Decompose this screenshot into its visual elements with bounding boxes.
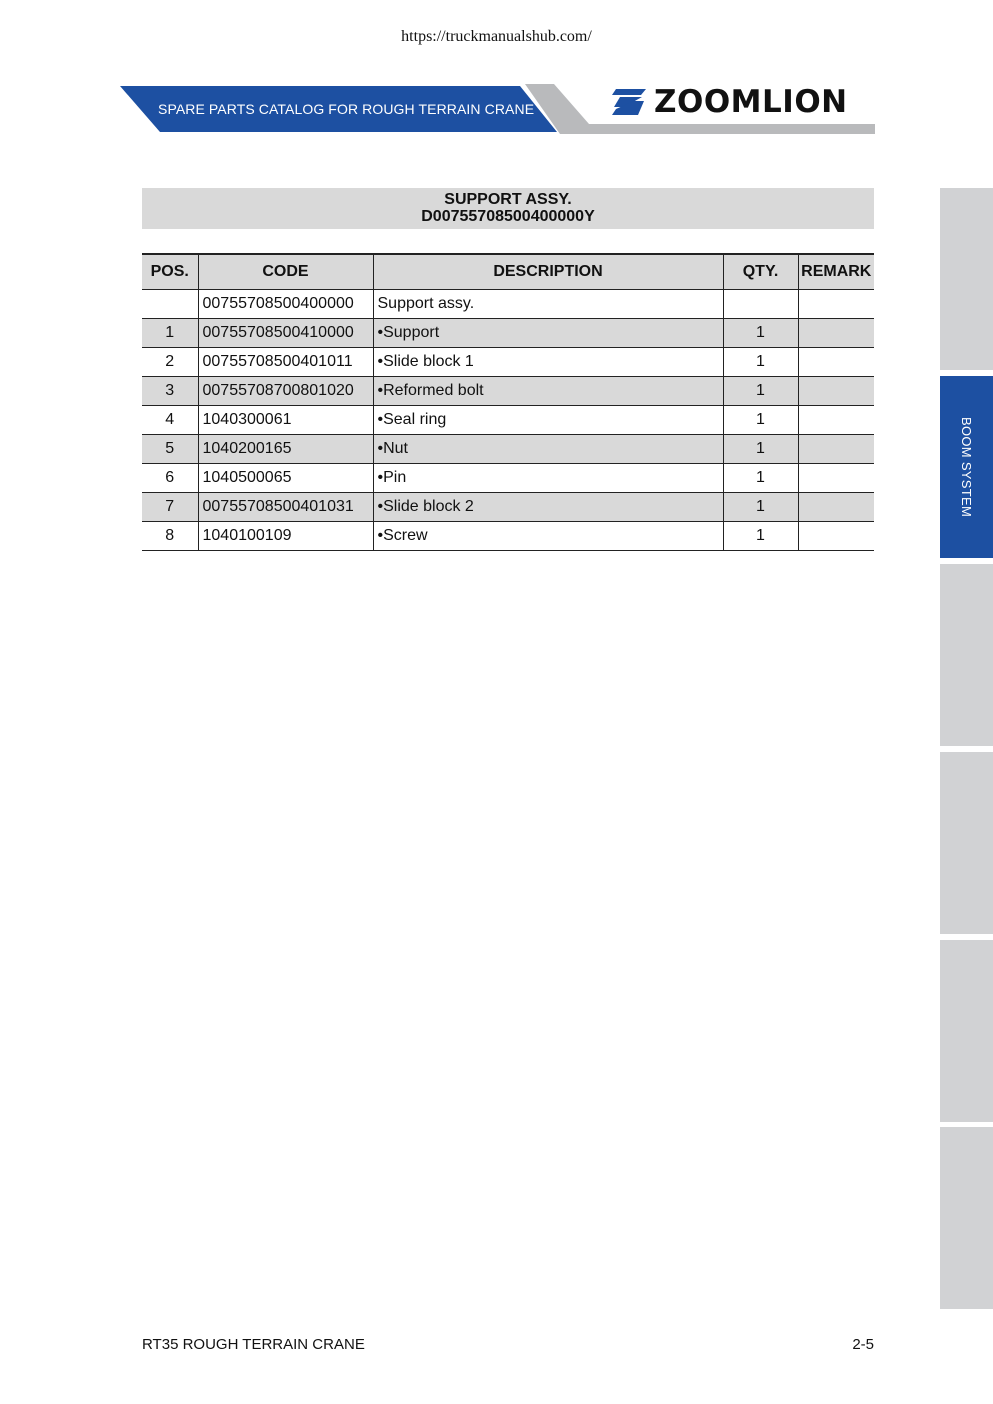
cell-code: 00755708500400000 xyxy=(198,290,373,319)
cell-pos: 5 xyxy=(142,435,198,464)
table-row xyxy=(142,522,874,551)
cell-remark xyxy=(798,290,874,319)
source-url: https://truckmanualshub.com/ xyxy=(401,28,592,45)
table-row xyxy=(142,348,874,377)
header-description: DESCRIPTION xyxy=(373,254,723,290)
cell-code: 00755708700801020 xyxy=(198,377,373,406)
side-tab-3[interactable] xyxy=(940,564,993,746)
brand-name: ZOOMLION xyxy=(654,84,848,120)
cell-pos: 1 xyxy=(142,319,198,348)
header-pos: POS. xyxy=(142,254,198,290)
cell-code: 1040200165 xyxy=(198,435,373,464)
parts-table xyxy=(142,253,874,551)
cell-qty xyxy=(723,290,798,319)
cell-qty: 1 xyxy=(723,348,798,377)
cell-code: 00755708500401031 xyxy=(198,493,373,522)
cell-description: •Seal ring xyxy=(373,406,723,435)
cell-remark xyxy=(798,377,874,406)
table-row xyxy=(142,319,874,348)
cell-qty: 1 xyxy=(723,493,798,522)
cell-remark xyxy=(798,348,874,377)
cell-remark xyxy=(798,406,874,435)
cell-pos: 2 xyxy=(142,348,198,377)
assembly-title: SUPPORT ASSY. xyxy=(444,191,572,208)
cell-code: 00755708500410000 xyxy=(198,319,373,348)
cell-qty: 1 xyxy=(723,522,798,551)
cell-remark xyxy=(798,522,874,551)
side-tab-6[interactable] xyxy=(940,1127,993,1309)
cell-pos: 4 xyxy=(142,406,198,435)
assembly-title-box xyxy=(142,188,874,229)
cell-pos: 3 xyxy=(142,377,198,406)
cell-code: 1040500065 xyxy=(198,464,373,493)
table-row xyxy=(142,377,874,406)
cell-description: •Nut xyxy=(373,435,723,464)
cell-qty: 1 xyxy=(723,464,798,493)
cell-description: •Pin xyxy=(373,464,723,493)
header-code: CODE xyxy=(198,254,373,290)
table-row xyxy=(142,406,874,435)
cell-pos: 7 xyxy=(142,493,198,522)
cell-description: •Slide block 2 xyxy=(373,493,723,522)
cell-qty: 1 xyxy=(723,319,798,348)
cell-pos: 6 xyxy=(142,464,198,493)
assembly-code: D0075570850040000​0Y xyxy=(421,208,595,225)
cell-remark xyxy=(798,464,874,493)
table-row xyxy=(142,435,874,464)
table-header-row xyxy=(142,254,874,290)
table-row xyxy=(142,493,874,522)
side-tab-label: BOOM SYSTEM xyxy=(959,416,974,518)
cell-pos: 8 xyxy=(142,522,198,551)
cell-pos xyxy=(142,290,198,319)
side-tab-5[interactable] xyxy=(940,940,993,1122)
cell-description: Support assy. xyxy=(373,290,723,319)
brand-logo xyxy=(612,86,848,118)
cell-code: 1040100109 xyxy=(198,522,373,551)
table-row xyxy=(142,290,874,319)
cell-description: •Slide block 1 xyxy=(373,348,723,377)
table-row xyxy=(142,464,874,493)
cell-remark xyxy=(798,319,874,348)
side-tab-boom-system[interactable] xyxy=(940,376,993,558)
cell-qty: 1 xyxy=(723,406,798,435)
cell-description: •Screw xyxy=(373,522,723,551)
side-tab-4[interactable] xyxy=(940,752,993,934)
header-qty: QTY. xyxy=(723,254,798,290)
cell-remark xyxy=(798,435,874,464)
cell-qty: 1 xyxy=(723,377,798,406)
header-remark: REMARK xyxy=(798,254,874,290)
catalog-title: SPARE PARTS CATALOG FOR ROUGH TERRAIN CRANE xyxy=(158,101,535,117)
cell-description: •Support xyxy=(373,319,723,348)
page-number: 2-5 xyxy=(852,1336,874,1353)
footer-model: RT35 ROUGH TERRAIN CRANE xyxy=(142,1336,365,1353)
cell-qty: 1 xyxy=(723,435,798,464)
side-tab-1[interactable] xyxy=(940,188,993,370)
cell-code: 00755708500401011 xyxy=(198,348,373,377)
cell-description: •Reformed bolt xyxy=(373,377,723,406)
zoomlion-logo-icon xyxy=(612,87,648,117)
cell-remark xyxy=(798,493,874,522)
cell-code: 1040300061 xyxy=(198,406,373,435)
